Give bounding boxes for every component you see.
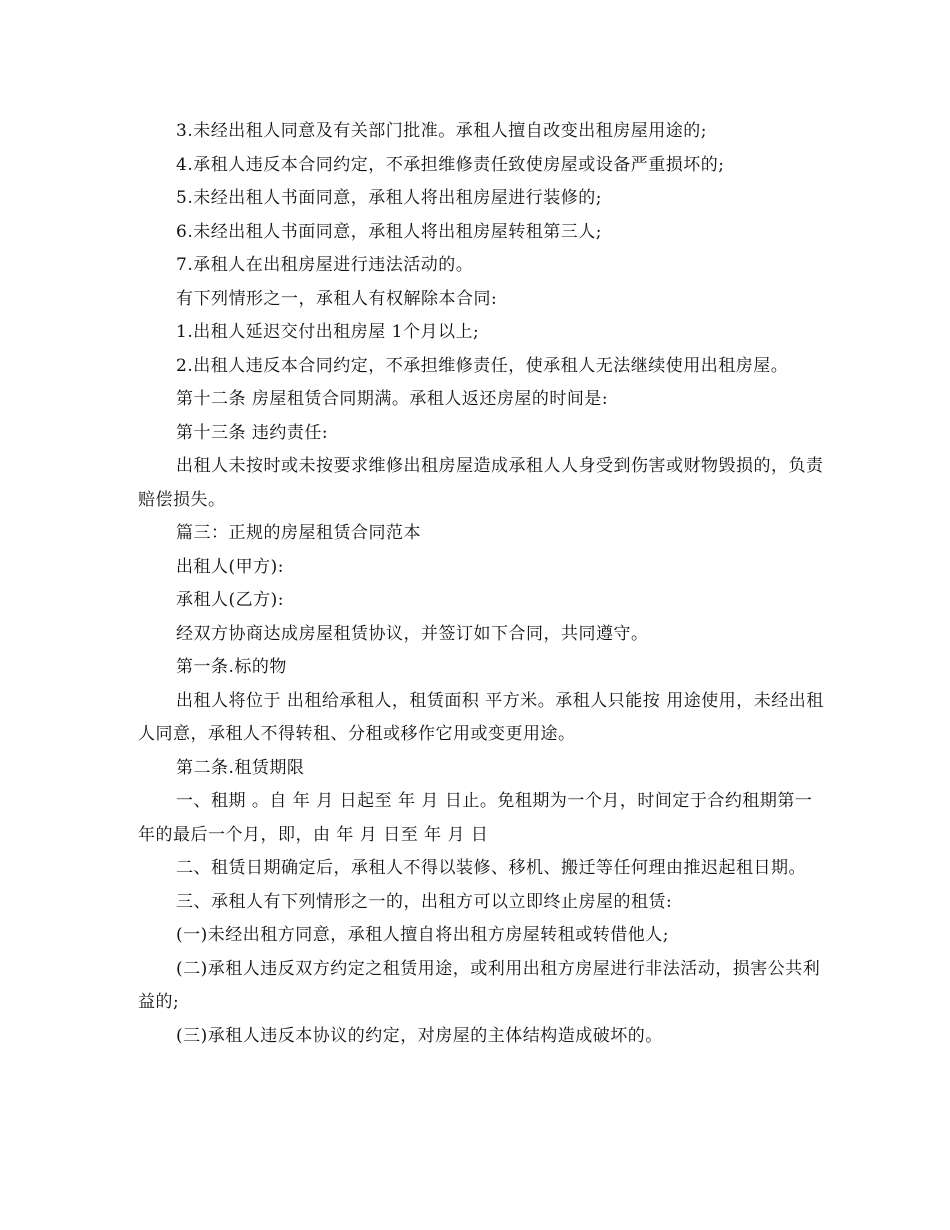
paragraph-breach-liability: 出租人未按时或未按要求维修出租房屋造成承租人人身受到伤害或财物毁损的，负责赔偿损失。 [138, 456, 824, 510]
paragraph-item-4: 4.承租人违反本合同约定，不承担维修责任致使房屋或设备严重损坏的; [176, 154, 725, 175]
paragraph-lease-start: 二、租赁日期确定后，承租人不得以装修、移机、搬迁等任何理由推迟起租日期。 [176, 858, 806, 878]
paragraph-article-13: 第十三条 违约责任: [176, 422, 329, 443]
party-a-line: 出租人(甲方): [176, 556, 284, 577]
paragraph-lease-term: 一、租期 。自 年 月 日起至 年 月 日止。免租期为一个月，时间定于合约租期第一年的最后一个月，即，由 年 月 日至 年 月 日 [138, 791, 813, 845]
paragraph-condition-1: (一)未经出租方同意，承租人擅自将出租方房屋转租或转借他人; [176, 925, 669, 945]
paragraph-termination-conditions: 三、承租人有下列情形之一的，出租方可以立即终止房屋的租赁: [176, 891, 673, 912]
article-2-heading: 第二条.租赁期限 [176, 757, 305, 778]
party-b-line: 承租人(乙方): [176, 590, 284, 610]
paragraph-item-3: 3.未经出租人同意及有关部门批准。承租人擅自改变出租房屋用途的; [176, 121, 707, 141]
paragraph-item-7: 7.承租人在出租房屋进行违法活动的。 [176, 255, 474, 275]
paragraph-article-12: 第十二条 房屋租赁合同期满。承租人返还房屋的时间是: [176, 389, 609, 409]
article-1-heading: 第一条.标的物 [176, 657, 287, 677]
paragraph-lessee-item-1: 1.出租人延迟交付出租房屋 1个月以上; [176, 322, 480, 342]
paragraph-lessee-termination-intro: 有下列情形之一，承租人有权解除本合同: [176, 288, 498, 309]
paragraph-agreement-intro: 经双方协商达成房屋租赁协议，并签订如下合同，共同遵守。 [176, 623, 649, 644]
paragraph-lessee-item-2: 2.出租人违反本合同约定，不承担维修责任，使承租人无法继续使用出租房屋。 [176, 355, 789, 376]
paragraph-item-5: 5.未经出租人书面同意，承租人将出租房屋进行装修的; [176, 188, 602, 208]
paragraph-condition-2: (二)承租人违反双方约定之租赁用途，或利用出租方房屋进行非法活动，损害公共利益的; [138, 958, 821, 1012]
document-body [138, 115, 828, 1053]
paragraph-item-6: 6.未经出租人书面同意，承租人将出租房屋转租第三人; [176, 221, 602, 242]
section-heading: 篇三：正规的房屋租赁合同范本 [176, 523, 421, 543]
paragraph-subject-matter: 出租人将位于 出租给承租人，租赁面积 平方米。承租人只能按 用途使用，未经出租人同意，承租人不得转租、分租或移作它用或变更用途。 [138, 690, 824, 744]
paragraph-condition-3: (三)承租人违反本协议的约定，对房屋的主体结构造成破坏的。 [176, 1025, 663, 1046]
